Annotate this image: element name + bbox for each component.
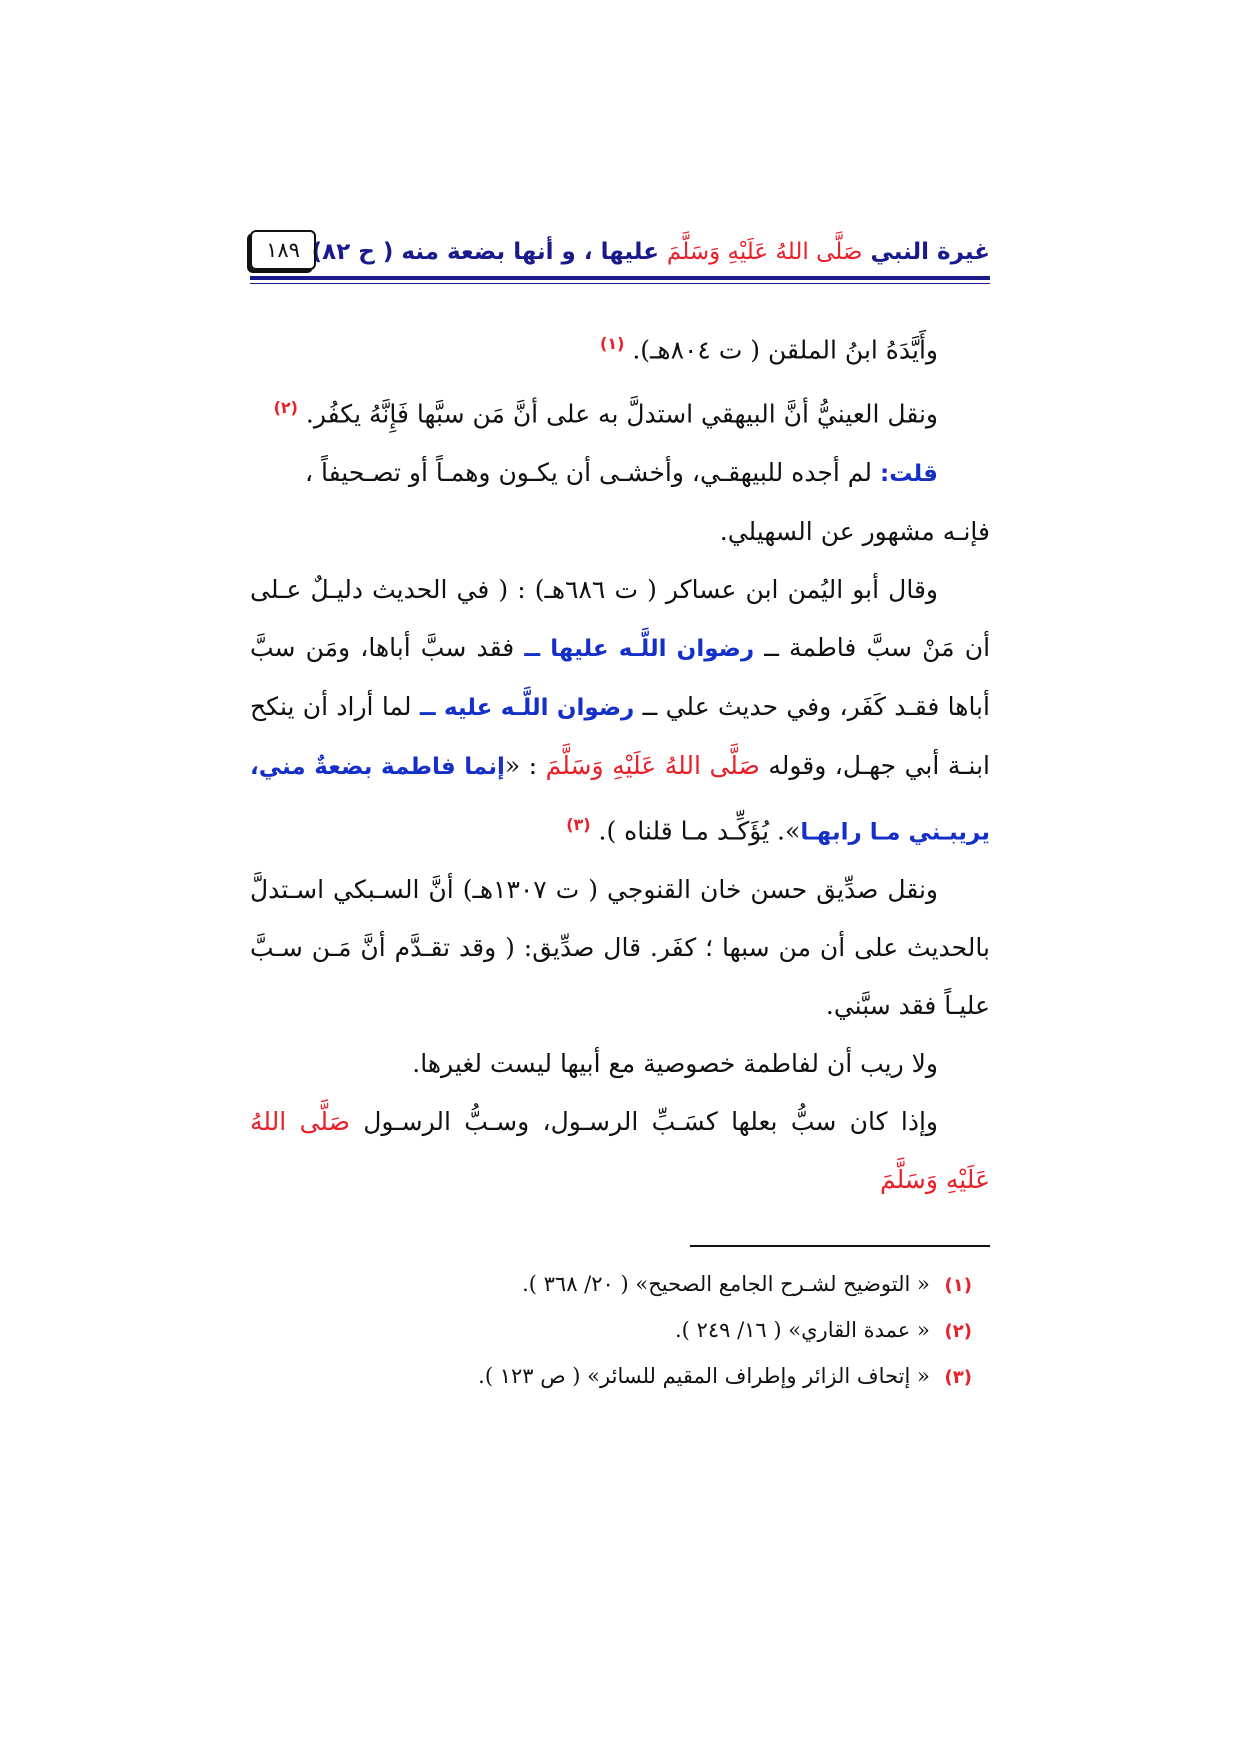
honorific: صَلَّى اللهُ عَلَيْهِ وَسَلَّمَ: [666, 239, 863, 265]
p1-text: وأَيَّدَهُ ابنُ الملقن ( ت ٨٠٤هـ).: [632, 335, 938, 365]
p4-quote-open: : «: [504, 750, 538, 780]
footnote-number: (٢): [944, 1321, 972, 1342]
main-text: [250, 315, 990, 1209]
running-title: [312, 236, 990, 268]
hadith-code: ( ح ٨٢): [311, 239, 394, 265]
p5-text: ونقل صدِّيق حسن خان القنوجي ( ت ١٣٠٧هـ) أنَّ السـبكي اسـتدلَّ بالحديث على أن من سبها ؛ كفَر. قال صدِّيق: ( وقد تقـدَّم أنَّ مَـن سـبَّ عليـاً فقد سبَّني.: [250, 874, 990, 1020]
footnote-item: [250, 1354, 990, 1400]
footnote-ref-1[interactable]: (١): [600, 334, 625, 353]
page-header: [250, 236, 990, 276]
p2-text: ونقل العينيُّ أنَّ البيهقي استدلَّ به على أنَّ مَن سبَّها فَإِنَّهُ يكفُر.: [305, 399, 938, 429]
paragraph-5: [250, 861, 990, 1035]
note-label: قلت:: [880, 460, 938, 487]
honorific-inline: صَلَّى اللهُ عَلَيْهِ وَسَلَّمَ: [545, 750, 760, 780]
header-rule-thin: [250, 283, 990, 284]
footnotes: [250, 1262, 990, 1400]
p3-text: لم أجده للبيهقـي، وأخشـى أن يكـون وهمـاً أو تصـحيفاً ، فإنـه مشهور عن السهيلي.: [305, 457, 990, 546]
p6-text: ولا ريب أن لفاطمة خصوصية مع أبيها ليست لغيرها.: [412, 1048, 938, 1078]
paragraph-7: [250, 1093, 990, 1209]
footnote-number: (٣): [944, 1367, 972, 1388]
footnote-ref-2[interactable]: (٢): [273, 398, 298, 418]
p4-text-e: لما أراد أن ينكح ابنـة أبي جهـل، وقوله: [250, 691, 991, 780]
p7-text: وإذا كان سبُّ بعلها كسَـبِّ الرسـول، وسـبُّ الرسـول: [363, 1106, 938, 1136]
footnote-text: « عمدة القاري» ( ١٦/ ٢٤٩ ).: [675, 1318, 930, 1342]
paragraph-6: [250, 1035, 990, 1093]
p4-text-a: وقال أبو اليُمن ابن عساكر ( ت ٦٨٦هـ) : ( في الحديث دليـلٌ عـلى أن مَنْ سبَّ فاطمة ــ: [250, 574, 991, 662]
paragraph-1: [250, 315, 990, 379]
footnote-text: « التوضيح لشـرح الجامع الصحيح» ( ٢٠/ ٣٦٨ ).: [522, 1272, 930, 1296]
honorific-inline-2: صَلَّى اللهُ عَلَيْهِ وَسَلَّمَ: [250, 1106, 990, 1194]
footnote-item: [250, 1262, 990, 1308]
page-number: ١٨٩: [250, 230, 316, 270]
header-rule: [250, 276, 990, 280]
hadith-quote: إنما فاطمة بضعةٌ مني، يريبـني مـا رابهـا: [250, 753, 990, 845]
footnote-ref-3[interactable]: (٣): [566, 814, 591, 834]
paragraph-2: [250, 379, 990, 443]
footnote-separator: [690, 1245, 990, 1247]
p4-blessing-1: رضوان اللَّـه عليها ــ: [524, 635, 755, 662]
p4-text-c: فقد سبَّ أباها، ومَن سبَّ أباها فقـد كَفَر، وفي حديث علي ــ: [250, 632, 990, 721]
footnote-number: (١): [944, 1275, 972, 1296]
p4-text-g: ». يُؤَكِّـد مـا قلناه ).: [598, 815, 801, 845]
paragraph-4: [250, 561, 990, 861]
footnote-text: « إتحاف الزائر وإطراف المقيم للسائر» ( ص ١٢٣ ).: [478, 1364, 930, 1388]
p4-blessing-2: رضوان اللَّـه عليه ــ: [419, 694, 635, 721]
footnote-item: [250, 1308, 990, 1354]
paragraph-3: [250, 444, 990, 561]
title-start: غيرة النبي: [870, 239, 990, 265]
title-mid: عليها ، و أنها بضعة منه: [401, 239, 659, 265]
